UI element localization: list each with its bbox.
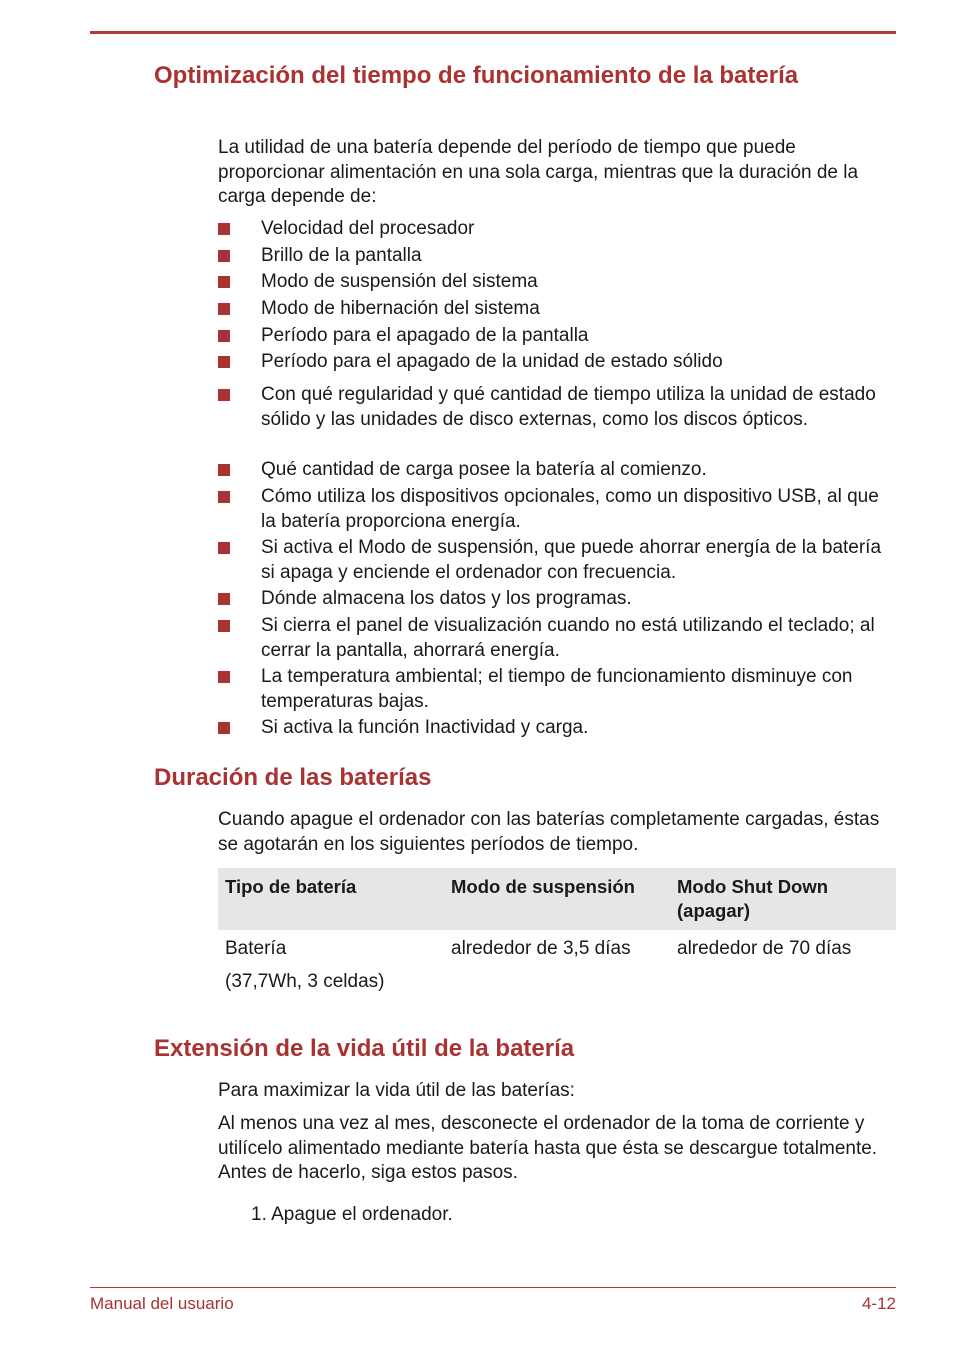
battery-life-paragraph: Al menos una vez al mes, desconecte el ordenador de la toma de corriente y utilícelo alimentado mediante batería hasta que ésta se descargue totalmente. Antes de hacerlo, siga estos pasos.	[218, 1113, 878, 1183]
bullet-square-icon	[218, 620, 230, 632]
bullet-square-icon	[218, 250, 230, 262]
section-intro-paragraph: La utilidad de una batería depende del período de tiempo que puede proporcionar alimentación en una sola carga, mientras que la duración de la carga depende de:	[218, 137, 859, 207]
footer-rule	[90, 1287, 896, 1288]
bullet-square-icon	[218, 722, 230, 734]
section-heading-battery-life: Extensión de la vida útil de la batería	[154, 1035, 575, 1062]
step-item: 1. Apague el ordenador.	[251, 1204, 453, 1225]
table-header-sleep-mode: Modo de suspensión	[451, 876, 635, 897]
bullet-square-icon	[218, 303, 230, 315]
bullet-square-icon	[218, 491, 230, 503]
bullet-square-icon	[218, 542, 230, 554]
bullet-square-icon	[218, 330, 230, 342]
table-cell-sleep-duration: alrededor de 3,5 días	[451, 938, 631, 959]
battery-life-intro: Para maximizar la vida útil de las baterías:	[218, 1080, 575, 1101]
header-rule	[90, 31, 896, 34]
table-cell-battery-detail: (37,7Wh, 3 celdas)	[225, 971, 385, 992]
bullet-square-icon	[218, 223, 230, 235]
bullet-square-icon	[218, 276, 230, 288]
page-number: 4-12	[861, 1294, 896, 1313]
bullet-square-icon	[218, 464, 230, 476]
bullet-square-icon	[218, 671, 230, 683]
table-cell-battery-type: Batería	[225, 938, 287, 959]
bullet-square-icon	[218, 593, 230, 605]
table-header-battery-type: Tipo de batería	[225, 876, 357, 897]
battery-duration-paragraph: Cuando apague el ordenador con las baterías completamente cargadas, éstas se agotarán en los siguientes períodos de tiempo.	[218, 809, 880, 855]
bullet-square-icon	[218, 389, 230, 401]
table-cell-shutdown-duration: alrededor de 70 días	[677, 938, 852, 959]
section-heading-battery-duration: Duración de las baterías	[154, 764, 432, 791]
bullet-square-icon	[218, 356, 230, 368]
table-header-shutdown-mode: Modo Shut Down (apagar)	[677, 876, 829, 921]
footer-title: Manual del usuario	[90, 1294, 234, 1313]
section-heading-optimization: Optimización del tiempo de funcionamiento de la batería	[154, 62, 799, 89]
